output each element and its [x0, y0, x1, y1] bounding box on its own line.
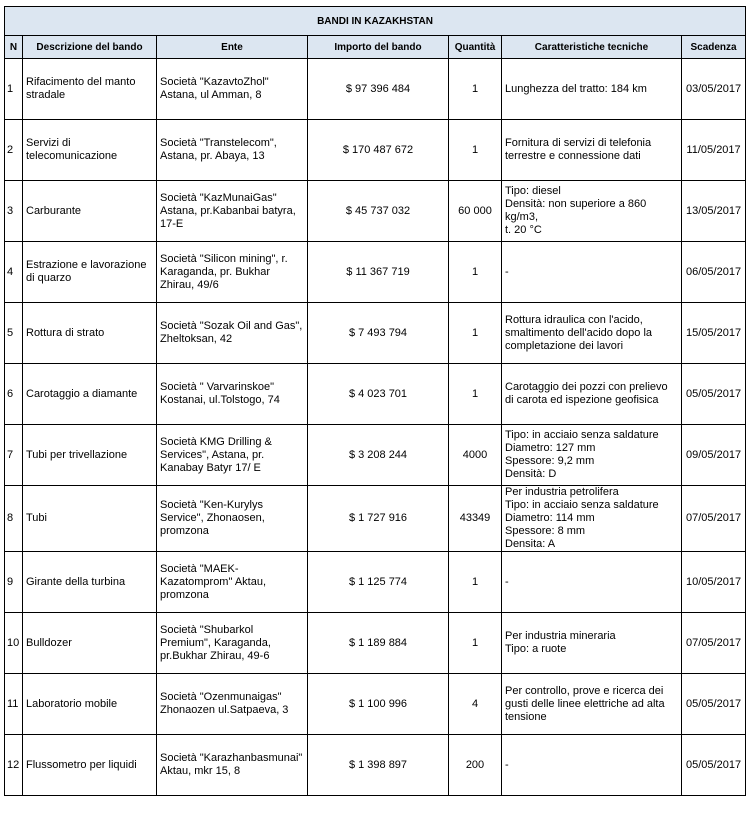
table-row — [5, 59, 746, 120]
table-row — [5, 303, 746, 364]
tenders-table-container — [4, 6, 745, 796]
tender-entity: Società "Karazhanbasmunai" Aktau, mkr 15, 8 — [157, 735, 308, 796]
tender-tech-specs: Fornitura di servizi di telefonia terrestre e connessione dati — [502, 120, 682, 181]
tender-entity: Società "KazMunaiGas" Astana, pr.Kabanbai batyra, 17-E — [157, 181, 308, 242]
tender-description: Servizi di telecomunicazione — [23, 120, 157, 181]
row-number: 1 — [5, 59, 23, 120]
row-number: 10 — [5, 613, 23, 674]
tender-amount: $ 7 493 794 — [308, 303, 449, 364]
table-title: BANDI IN KAZAKHSTAN — [5, 7, 746, 36]
tender-quantity: 4 — [449, 674, 502, 735]
tender-entity: Società "Transtelecom", Astana, pr. Abaya, 13 — [157, 120, 308, 181]
table-row — [5, 486, 746, 552]
tender-tech-specs: Per industria mineraria Tipo: a ruote — [502, 613, 682, 674]
table-row — [5, 425, 746, 486]
tender-deadline: 10/05/2017 — [682, 552, 746, 613]
header-caratteristiche: Caratteristiche tecniche — [502, 36, 682, 59]
tender-quantity: 4000 — [449, 425, 502, 486]
tender-quantity: 1 — [449, 120, 502, 181]
tender-entity: Società "Sozak Oil and Gas", Zheltoksan, 42 — [157, 303, 308, 364]
tender-deadline: 06/05/2017 — [682, 242, 746, 303]
tender-deadline: 07/05/2017 — [682, 613, 746, 674]
tender-description: Bulldozer — [23, 613, 157, 674]
tender-deadline: 13/05/2017 — [682, 181, 746, 242]
table-row — [5, 674, 746, 735]
tender-tech-specs: Tipo: diesel Densità: non superiore a 860 kg/m3, t. 20 °C — [502, 181, 682, 242]
header-scadenza: Scadenza — [682, 36, 746, 59]
row-number: 2 — [5, 120, 23, 181]
tender-quantity: 1 — [449, 303, 502, 364]
tender-description: Laboratorio mobile — [23, 674, 157, 735]
table-title-row — [5, 7, 746, 36]
row-number: 9 — [5, 552, 23, 613]
table-row — [5, 364, 746, 425]
tender-entity: Società KMG Drilling & Services", Astana, pr. Kanabay Batyr 17/ E — [157, 425, 308, 486]
tender-deadline: 11/05/2017 — [682, 120, 746, 181]
tender-description: Estrazione e lavorazione di quarzo — [23, 242, 157, 303]
tender-quantity: 1 — [449, 242, 502, 303]
tender-deadline: 09/05/2017 — [682, 425, 746, 486]
tender-quantity: 1 — [449, 613, 502, 674]
tender-entity: Società "Ken-Kurylys Service", Zhonaosen, promzona — [157, 486, 308, 552]
tender-description: Tubi per trivellazione — [23, 425, 157, 486]
tender-deadline: 05/05/2017 — [682, 364, 746, 425]
tender-tech-specs: Carotaggio dei pozzi con prelievo di carota ed ispezione geofisica — [502, 364, 682, 425]
header-descrizione: Descrizione del bando — [23, 36, 157, 59]
tender-quantity: 1 — [449, 364, 502, 425]
tender-description: Carotaggio a diamante — [23, 364, 157, 425]
row-number: 11 — [5, 674, 23, 735]
tender-amount: $ 1 398 897 — [308, 735, 449, 796]
header-n: N — [5, 36, 23, 59]
tender-description: Rifacimento del manto stradale — [23, 59, 157, 120]
tender-entity: Società "KazavtoZhol" Astana, ul Amman, 8 — [157, 59, 308, 120]
tender-amount: $ 45 737 032 — [308, 181, 449, 242]
tender-description: Girante della turbina — [23, 552, 157, 613]
row-number: 7 — [5, 425, 23, 486]
tender-amount: $ 170 487 672 — [308, 120, 449, 181]
tender-tech-specs: - — [502, 552, 682, 613]
tender-description: Tubi — [23, 486, 157, 552]
table-row — [5, 242, 746, 303]
tender-entity: Società " Varvarinskoe" Kostanai, ul.Tolstogo, 74 — [157, 364, 308, 425]
tender-entity: Società "Ozenmunaigas" Zhonaozen ul.Satpaeva, 3 — [157, 674, 308, 735]
tender-tech-specs: - — [502, 242, 682, 303]
row-number: 8 — [5, 486, 23, 552]
tender-entity: Società "Silicon mining", r. Karaganda, pr. Bukhar Zhirau, 49/6 — [157, 242, 308, 303]
tender-tech-specs: Lunghezza del tratto: 184 km — [502, 59, 682, 120]
tender-amount: $ 97 396 484 — [308, 59, 449, 120]
row-number: 5 — [5, 303, 23, 364]
table-header-row — [5, 36, 746, 59]
tender-quantity: 60 000 — [449, 181, 502, 242]
tender-quantity: 200 — [449, 735, 502, 796]
tender-deadline: 05/05/2017 — [682, 674, 746, 735]
tender-entity: Società "Shubarkol Premium", Karaganda, pr.Bukhar Zhirau, 49-6 — [157, 613, 308, 674]
tender-amount: $ 1 100 996 — [308, 674, 449, 735]
tender-tech-specs: Per industria petrolifera Tipo: in acciaio senza saldature Diametro: 114 mm Spessore: 8 mm Densita: A — [502, 486, 682, 552]
table-row — [5, 181, 746, 242]
header-ente: Ente — [157, 36, 308, 59]
tender-tech-specs: - — [502, 735, 682, 796]
tender-amount: $ 4 023 701 — [308, 364, 449, 425]
table-row — [5, 120, 746, 181]
tender-tech-specs: Rottura idraulica con l'acido, smaltimento dell'acido dopo la completazione dei lavori — [502, 303, 682, 364]
tenders-table — [4, 6, 746, 796]
table-row — [5, 735, 746, 796]
tender-description: Carburante — [23, 181, 157, 242]
row-number: 6 — [5, 364, 23, 425]
tender-amount: $ 1 189 884 — [308, 613, 449, 674]
tender-amount: $ 3 208 244 — [308, 425, 449, 486]
tender-amount: $ 1 727 916 — [308, 486, 449, 552]
tender-quantity: 1 — [449, 552, 502, 613]
row-number: 3 — [5, 181, 23, 242]
tender-amount: $ 11 367 719 — [308, 242, 449, 303]
tender-quantity: 1 — [449, 59, 502, 120]
table-row — [5, 613, 746, 674]
tender-deadline: 03/05/2017 — [682, 59, 746, 120]
header-quantita: Quantità — [449, 36, 502, 59]
tender-deadline: 07/05/2017 — [682, 486, 746, 552]
table-row — [5, 552, 746, 613]
tender-deadline: 05/05/2017 — [682, 735, 746, 796]
tender-quantity: 43349 — [449, 486, 502, 552]
header-importo: Importo del bando — [308, 36, 449, 59]
tender-tech-specs: Tipo: in acciaio senza saldature Diametro: 127 mm Spessore: 9,2 mm Densità: D — [502, 425, 682, 486]
tender-deadline: 15/05/2017 — [682, 303, 746, 364]
tender-tech-specs: Per controllo, prove e ricerca dei gusti delle linee elettriche ad alta tensione — [502, 674, 682, 735]
row-number: 4 — [5, 242, 23, 303]
tender-entity: Società "MAEK-Kazatomprom" Aktau, promzona — [157, 552, 308, 613]
tender-amount: $ 1 125 774 — [308, 552, 449, 613]
tender-description: Flussometro per liquidi — [23, 735, 157, 796]
tender-description: Rottura di strato — [23, 303, 157, 364]
row-number: 12 — [5, 735, 23, 796]
